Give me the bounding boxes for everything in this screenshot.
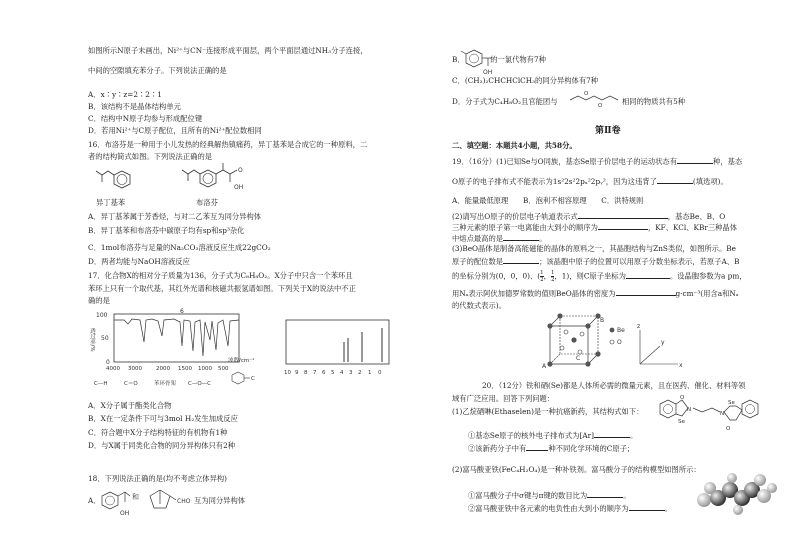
cell-label-a: A: [542, 363, 547, 370]
q19-line-6: 中熔点最高的是 。: [452, 234, 547, 243]
q16-option-d: D．两者均能与NaOH溶液反应: [88, 257, 190, 266]
ir-tag-ch: C—H: [94, 381, 108, 387]
q18-option-d-structure: [568, 88, 620, 108]
q19-options: A．能量最低原理 B．泡利不相容原理 C．洪特规则: [452, 196, 644, 205]
q20-line-4: (2)富马酸亚铁(FeC₄H₂O₄)是一种补铁剂。富马酸分子的结构模型如图所示：: [452, 465, 701, 474]
ir-x-tick-1000: 1000: [198, 366, 212, 372]
ir-x-tick-4000: 4000: [106, 366, 120, 372]
q20-blank-3[interactable]: [587, 490, 623, 498]
ir-tag-c: C: [251, 376, 255, 382]
q15-option-a: A．x∶y∶z=2∶2∶1: [88, 90, 162, 99]
ir-y-label: 透过率/%: [89, 328, 95, 352]
isobutylbenzene-label: 异丁基苯: [96, 198, 126, 207]
q18-a-oh: OH: [120, 510, 130, 517]
q19-blank-6[interactable]: [503, 256, 539, 264]
q19-blank-8[interactable]: [616, 288, 676, 296]
q20-blank-2[interactable]: [526, 443, 548, 451]
ethaselen-o-1: O: [680, 395, 685, 401]
q19-blank-2[interactable]: [657, 176, 693, 184]
q18-a-cho: CHO: [177, 498, 191, 505]
q18-option-a-label: A．: [88, 496, 101, 505]
ethaselen-se-1: Se: [678, 419, 685, 425]
ir-y-tick-0: 0: [106, 359, 110, 366]
q20-line-1: 20．（12分）铁和硒(Se)都是人体所必需的微量元素，且在医药、催化、材料等领: [482, 381, 746, 390]
ethaselen-structure: [650, 392, 768, 436]
q19-line-1: 19．（16分）(1)已知Se与O同族，基态Se原子价层电子的运动状态有 种，基态: [452, 157, 743, 166]
ibuprofen-o: O: [238, 167, 243, 174]
ethaselen-n-1: N: [687, 407, 692, 413]
q19-blank-3[interactable]: [578, 211, 668, 219]
q18-d-o2: O: [598, 103, 603, 108]
ibuprofen-structure: [168, 160, 248, 196]
q20-blank-4[interactable]: [629, 503, 665, 511]
q17-line-3: 确的是: [88, 296, 110, 305]
ir-trace: [114, 319, 239, 356]
ir-tag-benzene: 苯环骨架: [154, 381, 177, 387]
q17-option-d: D．与X属于同类化合物的同分异构体只有2种: [88, 441, 236, 450]
q20-line-2: 域有广泛应用。回答下列问题：: [452, 394, 555, 403]
q20-sub-1: ①基态Se原子的核外电子排布式为[Ar] 。: [468, 431, 638, 440]
q17-option-b: B．X在一定条件下可与3mol H₂发生加成反应: [88, 414, 238, 423]
ir-x-tick-2000: 2000: [156, 366, 170, 372]
q19-line-2: O原子的电子排布式不能表示为1s²2s²2pₓ²2pᵧ²，因为这违背了 (填选项)。: [452, 177, 728, 186]
q19-line-7: (3)BeO晶体是制备高能磁能的晶体的原料之一，其晶胞结构与ZnS类似，如图所示。Be: [452, 244, 736, 253]
legend-be: Be: [617, 327, 625, 334]
nmr-tick-8: 8: [304, 370, 308, 376]
ir-tag-co: C＝O: [124, 381, 138, 387]
q17-line-1: 17．化合物X的相对分子质量为136，分子式为C₈H₈O₂。X分子中只含一个苯环且: [88, 271, 353, 280]
ir-x-tick-3000: 3000: [128, 366, 142, 372]
section-heading: 二、填空题：本题共4小题，共58分。: [452, 141, 577, 150]
legend-o: O: [617, 339, 622, 346]
nmr-spectrum: [282, 318, 394, 378]
q18-d-o: O: [584, 91, 589, 97]
nmr-tick-7: 7: [313, 370, 317, 376]
q19-line-10: 用Nₐ表示阿伏加德罗常数的值则BeO晶体的密度为 g·cm⁻³(用含a和Nₐ: [452, 289, 739, 298]
nmr-tick-9: 9: [295, 370, 299, 376]
q19-line-8: 原子的配位数是 ；该晶胞中原子的位置可以用原子分数坐标表示，若原子A、B: [452, 257, 740, 266]
q18-b-oh: OH: [483, 69, 493, 76]
q20-sub-2: ②该新药分子中有 种不同化学环境的C原子；: [468, 444, 635, 453]
q17-option-c: C．符合题中X分子结构特征的有机物有1种: [88, 428, 228, 437]
nmr-tick-3: 3: [349, 370, 353, 376]
nmr-tick-10: 10: [284, 370, 291, 376]
q18-option-b: B． 的一氯代物有7种: [452, 55, 546, 64]
part-title: 第Ⅱ卷: [595, 126, 621, 136]
nmr-tick-4: 4: [340, 370, 344, 376]
q18-option-a-tail: 互为同分异构体: [194, 496, 246, 505]
nmr-tick-6: 6: [322, 370, 326, 376]
q18-option-c: C．(CH₃)₂CHCHClCH₃的同分异构体有7种: [452, 76, 599, 85]
q19-blank-4[interactable]: [598, 222, 648, 230]
intro-line-1: 如图所示N原子未画出，Ni²⁺与CN⁻连接形成平面层，两个平面层通过NH₃分子连接，: [88, 46, 368, 55]
q20-sub-4: ②富马酸亚铁中各元素的电负性由大到小的顺序为 。: [468, 504, 672, 513]
q19-blank-5[interactable]: [503, 233, 539, 241]
q20-sub-3: ①富马酸分子中σ键与π键的数目比为 。: [468, 491, 631, 500]
nmr-tick-2: 2: [358, 370, 362, 376]
cell-label-c: C: [576, 355, 581, 362]
beo-unit-cell: [536, 312, 686, 372]
ir-top-number: 6: [180, 308, 184, 315]
ir-y-tick-50: 50: [101, 335, 109, 342]
axis-z: z: [637, 323, 641, 330]
q18-a-and: 和: [132, 493, 139, 501]
q15-option-d: D．若用Ni²⁺与C原子配位，且所有的Ni²⁺配位数相同: [88, 126, 262, 135]
nmr-tick-5: 5: [331, 370, 335, 376]
q17-option-a: A．X分子属于酯类化合物: [88, 401, 172, 410]
q16-option-a: A．异丁基苯属于芳香烃，与对二乙苯互为同分异构体: [88, 212, 262, 221]
q16-option-c: C．1mol布洛芬与足量的Na₂CO₃溶液反应生成22gCO₂: [88, 243, 271, 252]
q18-option-a-structures: [98, 486, 194, 518]
ethaselen-o-2: O: [726, 426, 731, 432]
axis-x: x: [679, 362, 683, 369]
axis-y: y: [661, 339, 665, 346]
nmr-tick-1: 1: [368, 370, 372, 376]
ir-x-unit: 波数/cm⁻¹: [228, 358, 255, 364]
ir-spectrum: [88, 306, 264, 390]
nmr-tick-0: 0: [378, 370, 382, 376]
q18-option-d-1: D．分子式为C₄H₈O₂且官能团与: [452, 97, 558, 106]
q17-line-2: 苯环上只有一个取代基，其红外光谱和核磁共振氢谱如图。下列关于X的说法中不正: [88, 284, 356, 293]
cell-label-b: B: [600, 317, 605, 324]
q16-line-1: 16．布洛芬是一种用于小儿发热的经典解热镇痛药，异丁基苯是合成它的一种原料，二: [88, 140, 368, 149]
q20-blank-1[interactable]: [594, 430, 630, 438]
ethaselen-n-2: N: [720, 411, 725, 417]
q18-option-d-2: 相同的物质共有5种: [622, 97, 686, 106]
q19-line-9: 的坐标分别为(0，0，0)、( $\frac{1}{2}$ ， $\frac{1}{2}$ ，1)，则C原子坐标为 。设晶胞参数为a pm，: [452, 270, 747, 283]
q15-option-b: B．该结构不是晶体结构单元: [88, 102, 181, 111]
ibuprofen-label: 布洛芬: [196, 198, 218, 207]
ethaselen-se-2: Se: [728, 400, 735, 406]
intro-line-2: 中间的空隙填充苯分子。下列说法正确的是: [88, 66, 227, 75]
isobutylbenzene-structure: [92, 162, 152, 196]
q19-line-5: 三种元素的原子第一电离能由大到小的顺序为 ，KF、KCl、KBr三种晶体: [452, 223, 738, 232]
q16-line-2: 者的结构简式如图。下列说法正确的是: [88, 152, 213, 161]
q20-line-3: (1)乙烷硒啉(Ethaselen)是一种抗癌新药，其结构式如下：: [452, 407, 644, 416]
ir-y-tick-100: 100: [96, 312, 108, 319]
q19-line-11: 的代数式表示)。: [452, 301, 506, 310]
q19-blank-1[interactable]: [677, 156, 713, 164]
ir-x-tick-500: 500: [218, 366, 229, 372]
q19-blank-7[interactable]: [626, 271, 670, 279]
ir-tag-coc: C—O—C: [188, 381, 212, 387]
ibuprofen-oh: OH: [234, 184, 244, 191]
q15-option-c: C．结构中N原子均参与形成配位键: [88, 114, 203, 123]
q16-option-b: B．异丁基苯和布洛芬中碳原子均有sp和sp³杂化: [88, 226, 245, 235]
q18-stem: 18．下列说法正确的是(均不考虑立体异构): [88, 474, 228, 483]
fumaric-acid-model: [694, 470, 778, 520]
ir-x-tick-1500: 1500: [178, 366, 192, 372]
q19-line-4: (2)请写出O原子的价层电子轨道表示式 ，基态Be、B、O: [452, 212, 726, 221]
